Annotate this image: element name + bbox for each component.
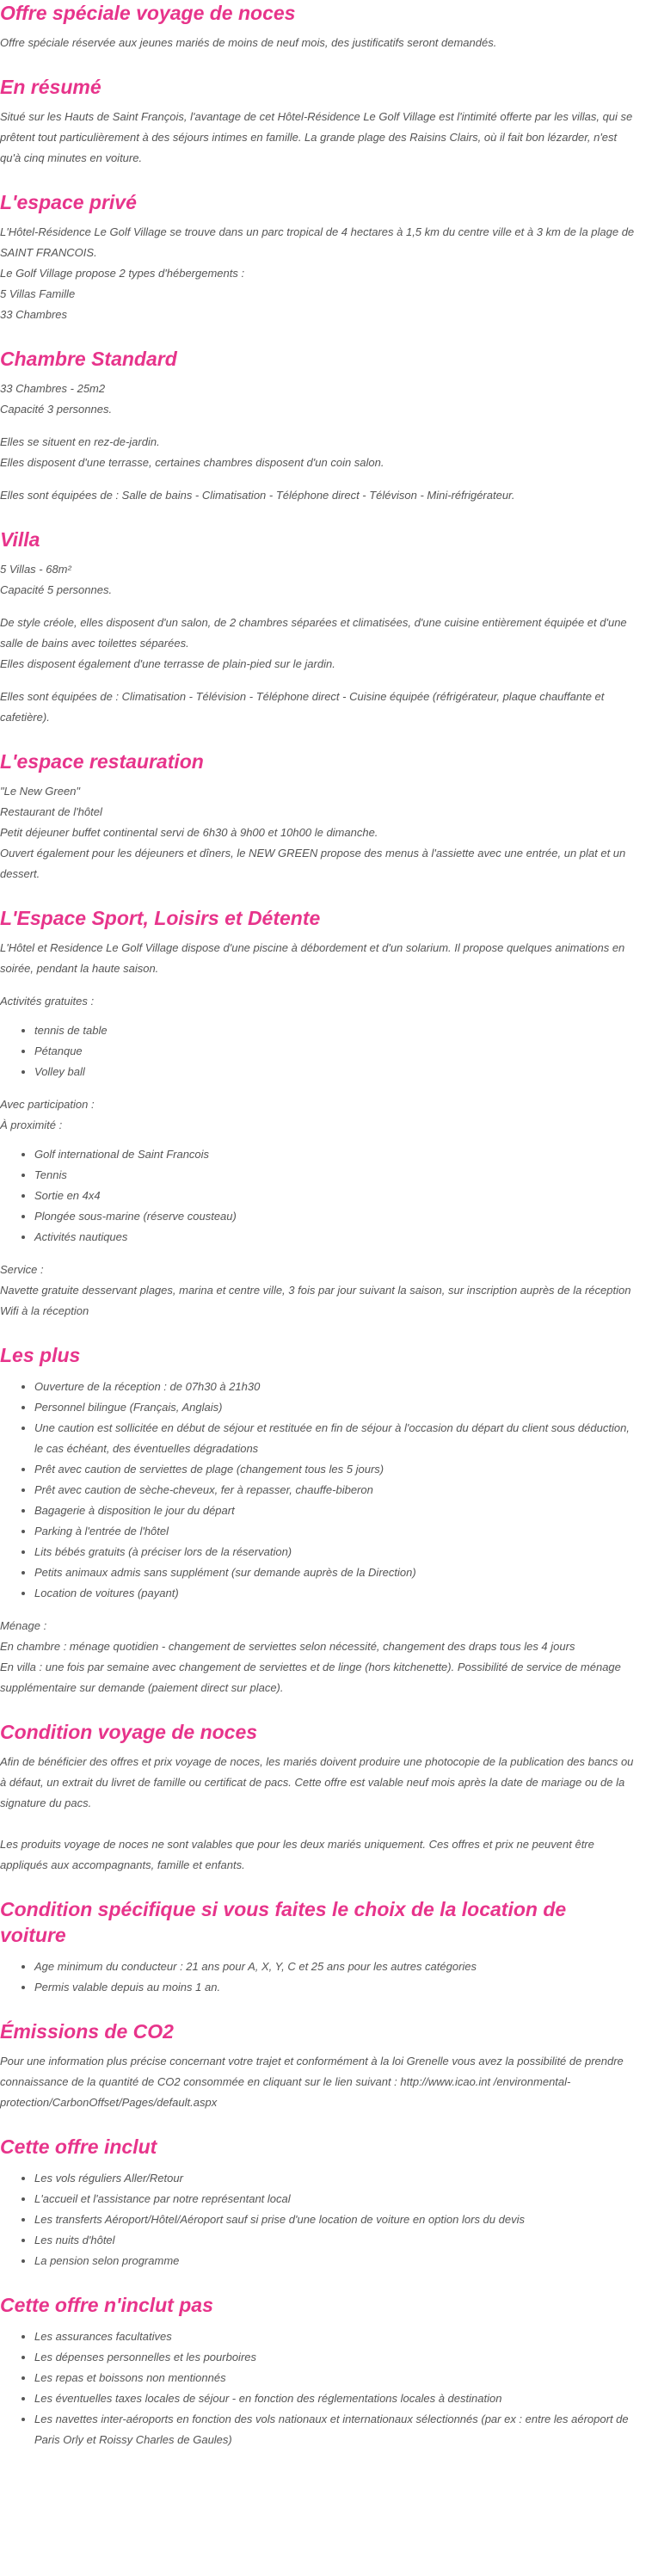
paragraph: Navette gratuite desservant plages, marina et centre ville, 3 fois par jour suivant la saison, sur inscription auprès de la réception (0, 1284, 631, 1297)
section-title: En résumé (0, 76, 101, 98)
list-item: • Une caution est sollicitée en début de séjour et restituée en fin de séjour à l'occasion du départ du client sous déduction, le cas échéant, des éventuelles dégradations (34, 1418, 637, 1459)
section-title: Offre spéciale voyage de noces (0, 2, 296, 24)
paragraph: L'Hôtel et Residence Le Golf Village dispose d'une piscine à débordement et d'un solarium. Il propose quelques animations en soirée, pendant la haute saison. (0, 941, 625, 975)
paragraph: Les produits voyage de noces ne sont valables que pour les deux mariés uniquement. Ces offres et prix ne peuvent être appliqués aux accompagnants, famille et enfants. (0, 1838, 594, 1871)
section-chambre-standard (0, 346, 637, 506)
list-item: • Petits animaux admis sans supplément (sur demande auprès de la Direction) (34, 1562, 637, 1583)
section-offre-speciale (0, 0, 637, 53)
list-item: • Tennis (34, 1165, 637, 1186)
section-title: Condition voyage de noces (0, 1721, 258, 1743)
paragraph: Wifi à la réception (0, 1304, 89, 1317)
paragraph: Elles disposent également d'une terrasse de plain-pied sur le jardin. (0, 657, 335, 670)
section-title: Émissions de CO2 (0, 2020, 174, 2043)
free-activities-label: Activités gratuites : (0, 995, 95, 1008)
paragraph: Situé sur les Hauts de Saint François, l'avantage de cet Hôtel-Résidence Le Golf Village est l'intimité offerte par les villas, qui se prêtent tout particulièrement à des séjours intimes en famille. La grande plage des Raisins Clairs, où il fait bon lézarder, n'est qu'à cinq minutes en voiture. (0, 110, 633, 164)
list-item: • Volley ball (34, 1062, 637, 1082)
list-item: • Les vols réguliers Aller/Retour (34, 2168, 637, 2189)
section-title: Cette offre inclut (0, 2135, 157, 2158)
paragraph: L'Hôtel-Résidence Le Golf Village se trouve dans un parc tropical de 4 hectares à 1,5 km du centre ville et à 3 km de la plage de SAINT FRANCOIS. (0, 225, 635, 259)
list-item: • Bagagerie à disposition le jour du départ (34, 1501, 637, 1521)
section-emissions-co2 (0, 2018, 637, 2113)
list-item: • Pétanque (34, 1041, 637, 1062)
list-item: • Sortie en 4x4 (34, 1186, 637, 1206)
paragraph: De style créole, elles disposent d'un salon, de 2 chambres séparées et climatisées, d'une cuisine entièrement équipée et d'une salle de bains avec toilettes séparées. (0, 616, 627, 650)
list-item: • La pension selon programme (34, 2251, 637, 2271)
section-en-resume (0, 74, 637, 169)
section-title: L'espace restauration (0, 750, 204, 773)
paragraph: Pour une information plus précise concernant votre trajet et conformément à la loi Grenelle vous avez la possibilité de prendre connaissance de la quantité de CO2 consommée en cliquant sur le lien suivant : http://www.icao.int /environmental-protection/CarbonOffset/Pages/default.aspx (0, 2055, 624, 2109)
list-item: • Lits bébés gratuits (à préciser lors de la réservation) (34, 1542, 637, 1562)
section-villa (0, 527, 637, 728)
nearby-label: À proximité : (0, 1119, 63, 1131)
free-activities-list (0, 1020, 637, 1082)
paragraph: Restaurant de l'hôtel (0, 805, 102, 818)
paragraph: Capacité 3 personnes. (0, 403, 113, 416)
list-item: • Golf international de Saint Francois (34, 1144, 637, 1165)
section-title: L'Espace Sport, Loisirs et Détente (0, 907, 321, 929)
section-title: Chambre Standard (0, 348, 177, 370)
section-espace-prive (0, 189, 637, 325)
paragraph: En villa : une fois par semaine avec changement de serviettes et de linge (hors kitchenette). Possibilité de service de ménage supplémentaire sur demande (paiement direct sur place). (0, 1661, 621, 1694)
list-item: • Prêt avec caution de serviettes de plage (changement tous les 5 jours) (34, 1459, 637, 1480)
list-item: • Plongée sous-marine (réserve cousteau) (34, 1206, 637, 1227)
paragraph: Petit déjeuner buffet continental servi de 6h30 à 9h00 et 10h00 le dimanche. (0, 826, 378, 839)
paragraph: 5 Villas - 68m² (0, 563, 71, 576)
section-les-plus (0, 1342, 637, 1698)
paragraph: Elles sont équipées de : Salle de bains - Climatisation - Téléphone direct - Télévison - Mini-réfrigérateur. (0, 489, 515, 502)
nearby-activities-list (0, 1144, 637, 1248)
section-condition-voyage-noces (0, 1719, 637, 1876)
list-item: • Les transferts Aéroport/Hôtel/Aéroport sauf si prise d'une location de voiture en option lors du devis (34, 2209, 637, 2230)
list-item: • L'accueil et l'assistance par notre représentant local (34, 2189, 637, 2209)
menage-label: Ménage : (0, 1619, 47, 1632)
list-item: • Prêt avec caution de sèche-cheveux, fer à repasser, chauffe-biberon (34, 1480, 637, 1501)
list-item: • Les repas et boissons non mentionnés (34, 2368, 637, 2388)
paragraph: En chambre : ménage quotidien - changement de serviettes selon nécessité, changement des draps tous les 4 jours (0, 1640, 575, 1653)
car-rental-conditions-list (0, 1957, 637, 1998)
list-item: • Les nuits d'hôtel (34, 2230, 637, 2251)
section-title: Cette offre n'inclut pas (0, 2294, 213, 2316)
list-item: • tennis de table (34, 1020, 637, 1041)
section-offre-ninclut-pas (0, 2292, 637, 2450)
section-espace-restauration (0, 749, 637, 884)
list-item: • Ouverture de la réception : de 07h30 à 21h30 (34, 1377, 637, 1397)
list-item: • Les éventuelles taxes locales de séjour - en fonction des réglementations locales à destination (34, 2388, 637, 2409)
list-item: • Les dépenses personnelles et les pourboires (34, 2347, 637, 2368)
paragraph: Le Golf Village propose 2 types d'hébergements : (0, 267, 245, 280)
list-item: • Location de voitures (payant) (34, 1583, 637, 1604)
list-item: • Permis valable depuis au moins 1 an. (34, 1977, 637, 1998)
section-title: Les plus (0, 1344, 81, 1366)
section-title: Villa (0, 528, 40, 551)
paragraph: Elles se situent en rez-de-jardin. (0, 435, 160, 448)
list-item: • Personnel bilingue (Français, Anglais) (34, 1397, 637, 1418)
not-included-list (0, 2326, 637, 2450)
included-list (0, 2168, 637, 2271)
paragraph: 5 Villas Famille (0, 287, 76, 300)
les-plus-list (0, 1377, 637, 1604)
paragraph: Offre spéciale réservée aux jeunes mariés de moins de neuf mois, des justificatifs seront demandés. (0, 36, 497, 49)
list-item: • Age minimum du conducteur : 21 ans pour A, X, Y, C et 25 ans pour les autres catégories (34, 1957, 637, 1977)
list-item: • Les navettes inter-aéroports en fonction des vols nationaux et internationaux sélectionnés (par ex : entre les aéroport de Paris Orly et Roissy Charles de Gaules) (34, 2409, 637, 2450)
section-title: L'espace privé (0, 191, 137, 213)
paragraph: "Le New Green" (0, 785, 81, 798)
section-offre-inclut (0, 2134, 637, 2271)
list-item: • Parking à l'entrée de l'hôtel (34, 1521, 637, 1542)
list-item: • Les assurances facultatives (34, 2326, 637, 2347)
paragraph: Ouvert également pour les déjeuners et dîners, le NEW GREEN propose des menus à l'assiette avec une entrée, un plat et un dessert. (0, 847, 626, 880)
paragraph: Afin de bénéficier des offres et prix voyage de noces, les mariés doivent produire une photocopie de la publication des bancs ou à défaut, un extrait du livret de famille ou certificat de pacs. Cette offre est valable neuf mois après la date de mariage ou de la signature du pacs. (0, 1755, 634, 1809)
paragraph: 33 Chambres (0, 308, 68, 321)
section-title: Condition spécifique si vous faites le choix de la location de voiture (0, 1898, 567, 1946)
section-condition-location-voiture (0, 1896, 637, 1998)
paragraph: Elles disposent d'une terrasse, certaines chambres disposent d'un coin salon. (0, 456, 384, 469)
paragraph: 33 Chambres - 25m2 (0, 382, 106, 395)
paid-activities-label: Avec participation : (0, 1098, 95, 1111)
paragraph: Elles sont équipées de : Climatisation - Télévision - Téléphone direct - Cuisine équipée (réfrigérateur, plaque chauffante et cafetière). (0, 690, 605, 724)
paragraph: Capacité 5 personnes. (0, 583, 113, 596)
service-label: Service : (0, 1263, 44, 1276)
section-sport-loisirs (0, 905, 637, 1322)
list-item: • Activités nautiques (34, 1227, 637, 1248)
